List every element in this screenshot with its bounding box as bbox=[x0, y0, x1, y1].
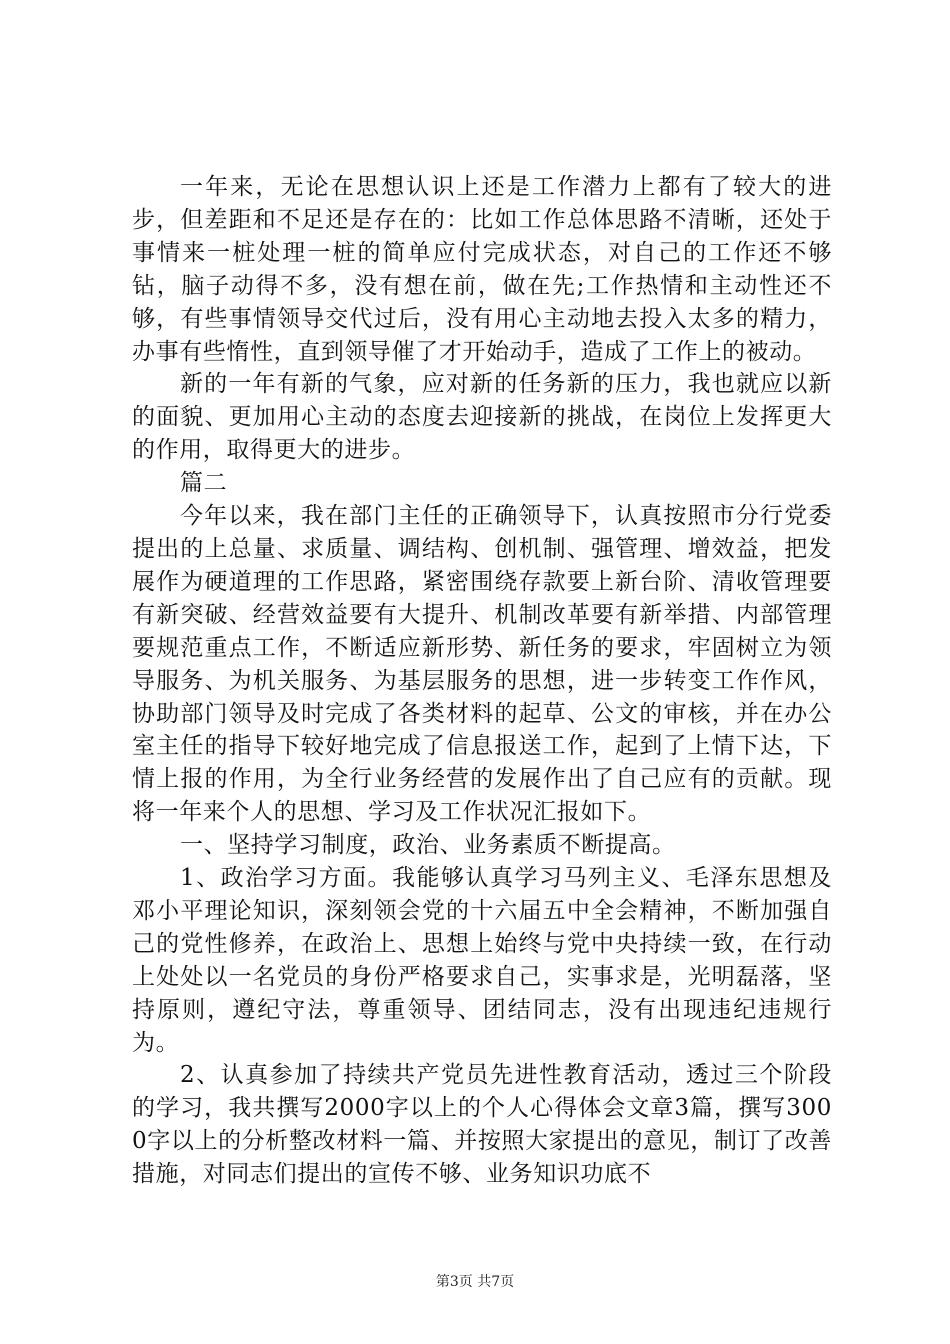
subheading-1: 一、坚持学习制度，政治、业务素质不断提高。 bbox=[180, 832, 676, 859]
paragraph-2: 新的一年有新的气象，应对新的任务新的压力，我也就应以新的面貌、更加用心主动的态度去迎接新的挑战，在岗位上发挥更大的作用，取得更大的进步。 bbox=[132, 371, 832, 464]
paragraph-5: 2、认真参加了持续共产党员先进性教育活动，透过三个阶段的学习，我共撰写2000字以上的个人心得体会文章3篇，撰写3000字以上的分析整改材料一篇、并按照大家提出的意见，制订了改善措施，对同志们提出的宣传不够、业务知识功底不 bbox=[132, 1062, 832, 1188]
paragraph-1: 一年来，无论在思想认识上还是工作潜力上都有了较大的进步，但差距和不足还是存在的：比如工作总体思路不清晰，还处于事情来一桩处理一桩的简单应付完成状态，对自己的工作还不够钻，脑子动得不多，没有想在前，做在先;工作热情和主动性还不够，有些事情领导交代过后，没有用心主动地去投入太多的精力，办事有些惰性，直到领导催了才开始动手，造成了工作上的被动。 bbox=[132, 174, 832, 365]
paragraph-4: 1、政治学习方面。我能够认真学习马列主义、毛泽东思想及邓小平理论知识，深刻领会党的十六届五中全会精神，不断加强自己的党性修养，在政治上、思想上始终与党中央持续一致，在行动上处处以一名党员的身份严格要求自己，实事求是，光明磊落，坚持原则，遵纪守法，尊重领导、团结同志，没有出现违纪违规行为。 bbox=[132, 865, 832, 1056]
page-number-footer: 第3页 共7页 bbox=[435, 1274, 515, 1290]
section-heading: 篇二 bbox=[180, 470, 228, 497]
paragraph-3: 今年以来，我在部门主任的正确领导下，认真按照市分行党委提出的上总量、求质量、调结构、创机制、强管理、增效益，把发展作为硬道理的工作思路，紧密围绕存款要上新台阶、清收管理要有新突破、经营效益要有大提升、机制改革要有新举措、内部管理要规范重点工作，不断适应新形势、新任务的要求，牢固树立为领导服务、为机关服务、为基层服务的思想，进一步转变工作作风，协助部门领导及时完成了各类材料的起草、公文的审核，并在办公室主任的指导下较好地完成了信息报送工作，起到了上情下达，下情上报的作用，为全行业务经营的发展作出了自己应有的贡献。现将一年来个人的思想、学习及工作状况汇报如下。 bbox=[132, 503, 832, 826]
document-body bbox=[132, 171, 832, 1191]
